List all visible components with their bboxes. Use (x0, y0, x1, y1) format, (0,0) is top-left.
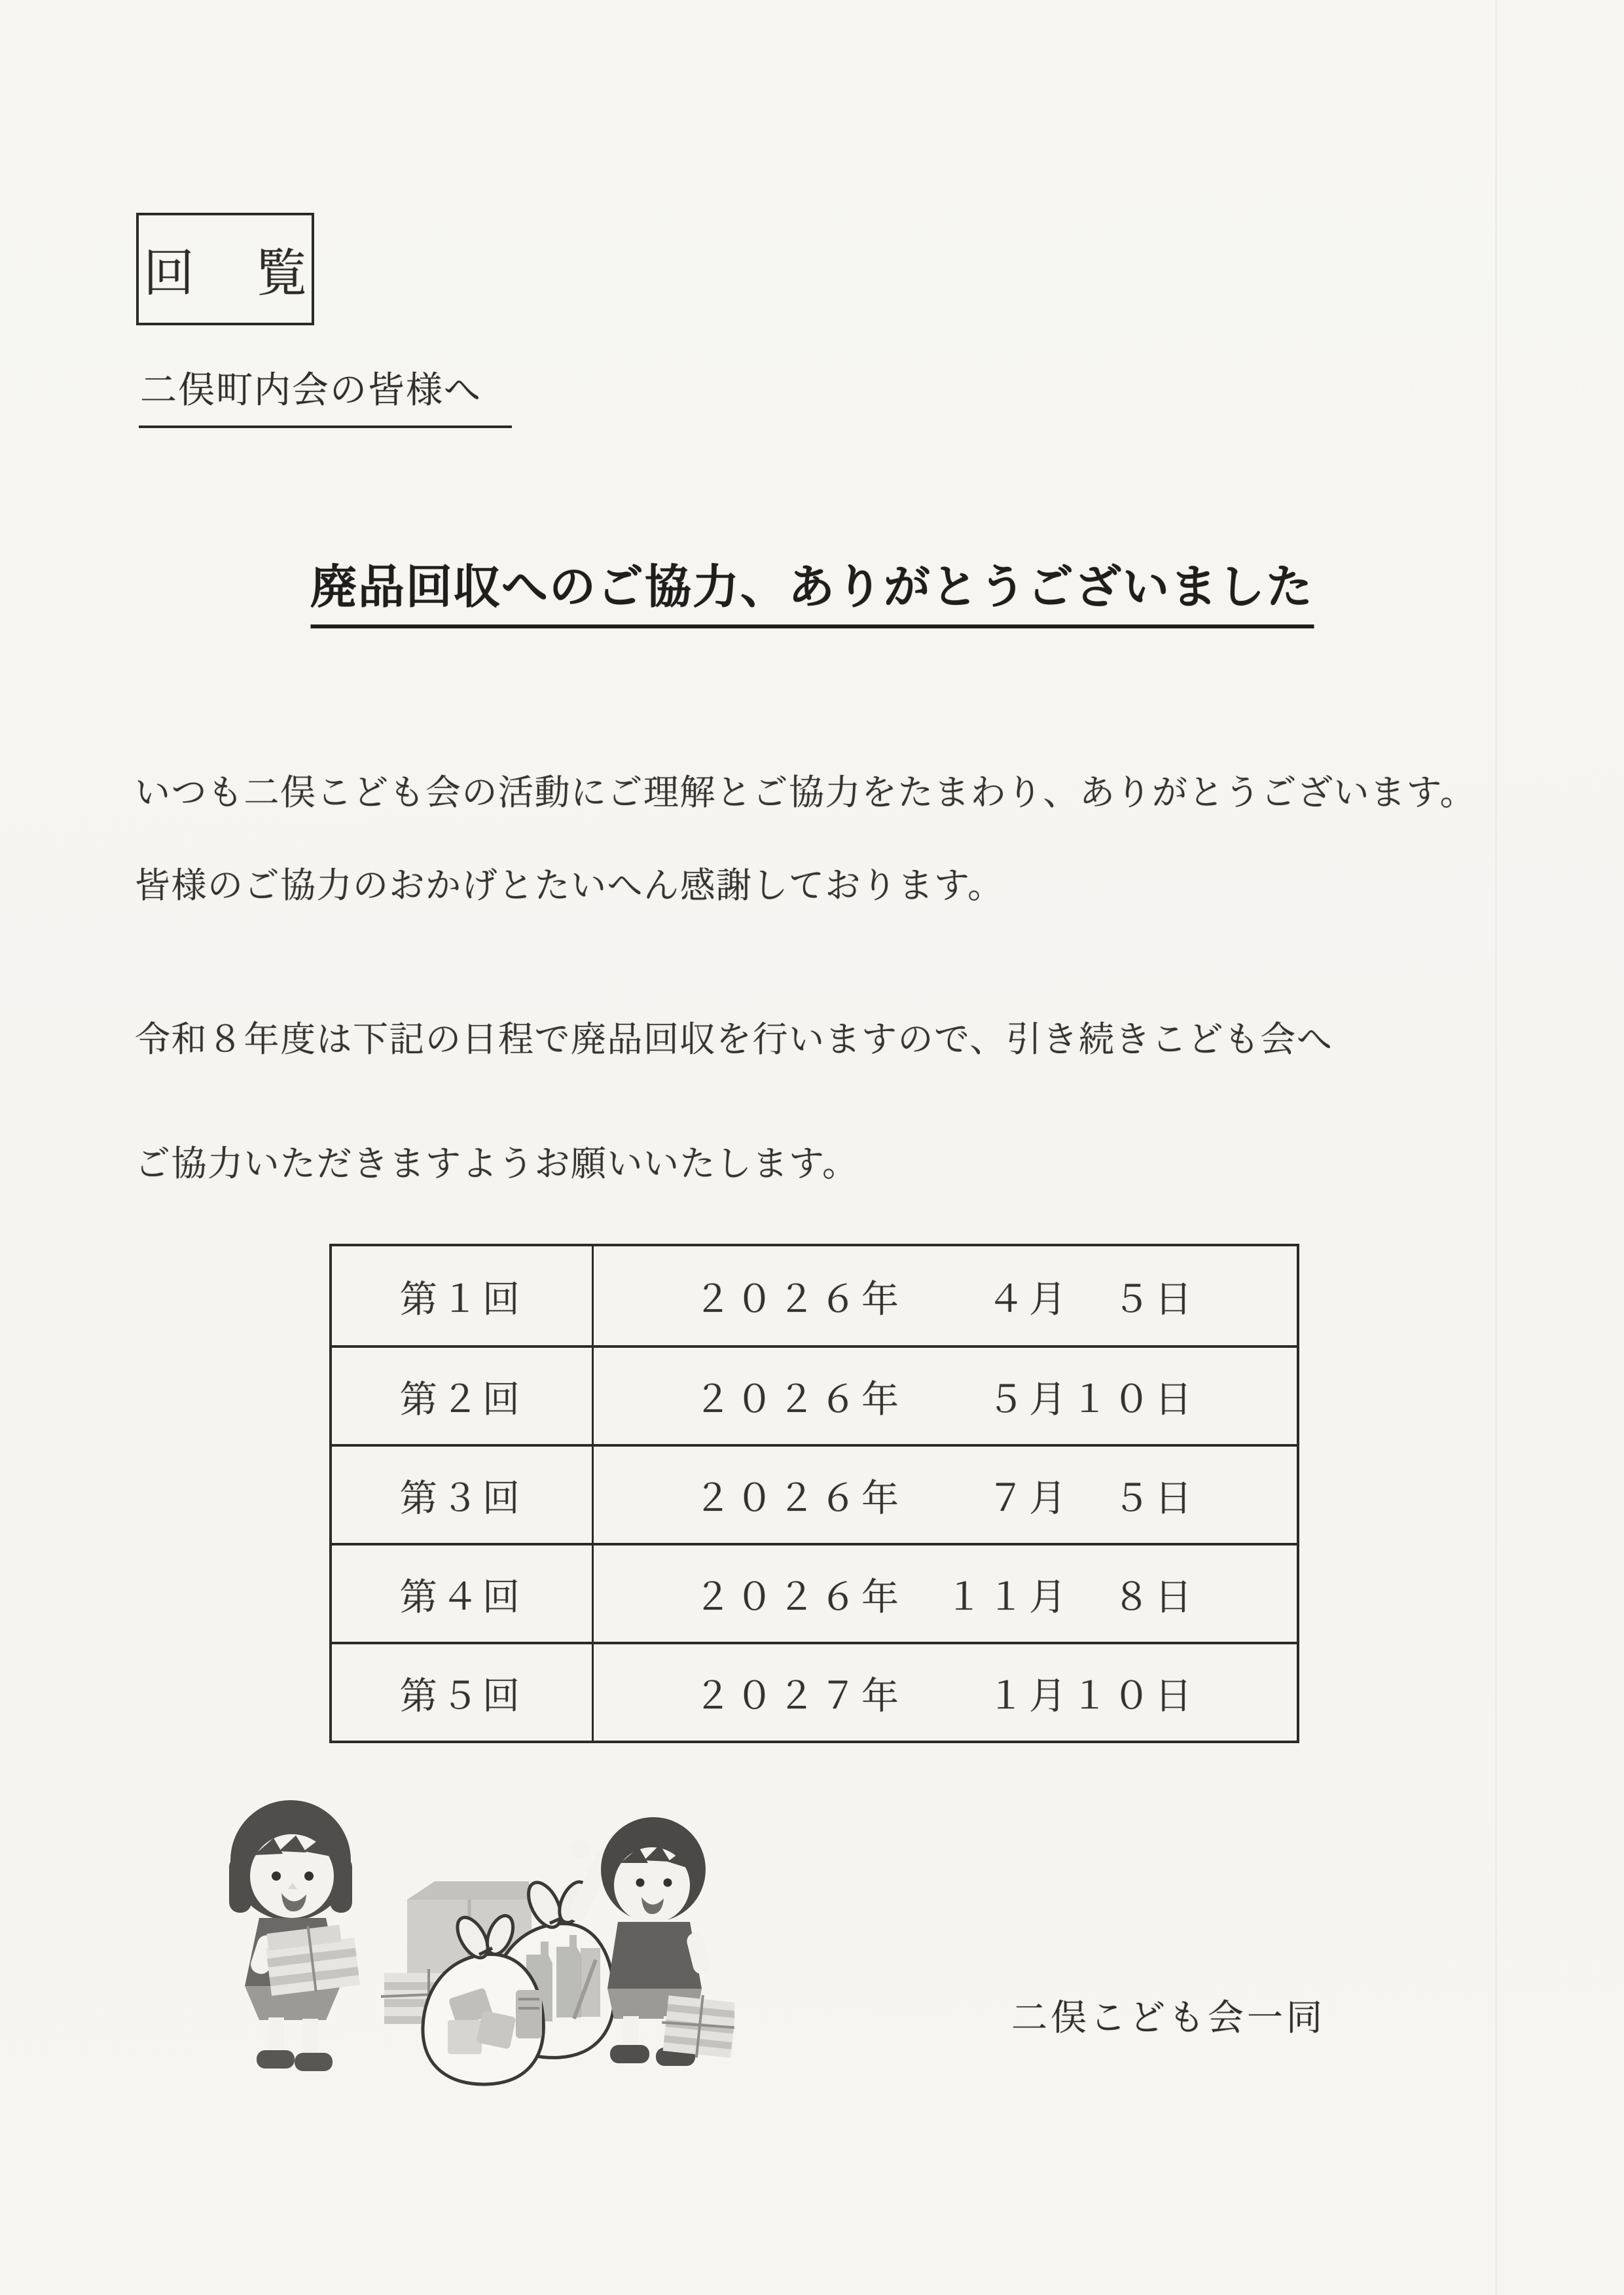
table-row (332, 1543, 1297, 1642)
body-paragraph-2: 皆様のご協力のおかげとたいへん感謝しております。 (135, 866, 1004, 905)
body-paragraph-3: 令和８年度は下記の日程で廃品回収を行いますので、引き続きこども会へ (135, 1020, 1333, 1059)
page-title: 廃品回収へのご協力、ありがとうございました (310, 550, 1314, 628)
round-label: 第２回 (332, 1348, 594, 1444)
round-date: ２０２６年 ７月 ５日 (694, 1477, 1197, 1519)
salutation-line: 二俣町内会の皆様へ (139, 361, 512, 428)
circulation-stamp-text: 回 覧 (143, 245, 313, 302)
table-row (332, 1246, 1297, 1345)
girl-figure (229, 1800, 360, 2071)
round-date: ２０２６年 １１月 ８日 (694, 1576, 1197, 1618)
body-paragraph-1: いつも二俣こども会の活動にご理解とご協力をたまわり、ありがとうございます。 (135, 773, 1477, 812)
collection-schedule-table (329, 1244, 1299, 1743)
circulation-stamp-box (136, 213, 314, 325)
round-label: 第１回 (332, 1246, 594, 1345)
signature-line: 二俣こども会一同 (1011, 1998, 1326, 2038)
body-paragraph-4: ご協力いただきますようお願いいたします。 (135, 1144, 859, 1184)
children-recycling-illustration (191, 1783, 734, 2091)
table-row (332, 1444, 1297, 1543)
round-label: 第５回 (332, 1644, 594, 1741)
round-date: ２０２６年 ５月１０日 (694, 1379, 1197, 1420)
scan-streak-artifact (1495, 0, 1497, 2295)
table-row (332, 1345, 1297, 1444)
round-date: ２０２７年 １月１０日 (694, 1675, 1197, 1717)
round-label: 第４回 (332, 1545, 594, 1642)
round-label: 第３回 (332, 1447, 594, 1543)
round-date: ２０２６年 ４月 ５日 (694, 1278, 1197, 1320)
table-row (332, 1642, 1297, 1741)
